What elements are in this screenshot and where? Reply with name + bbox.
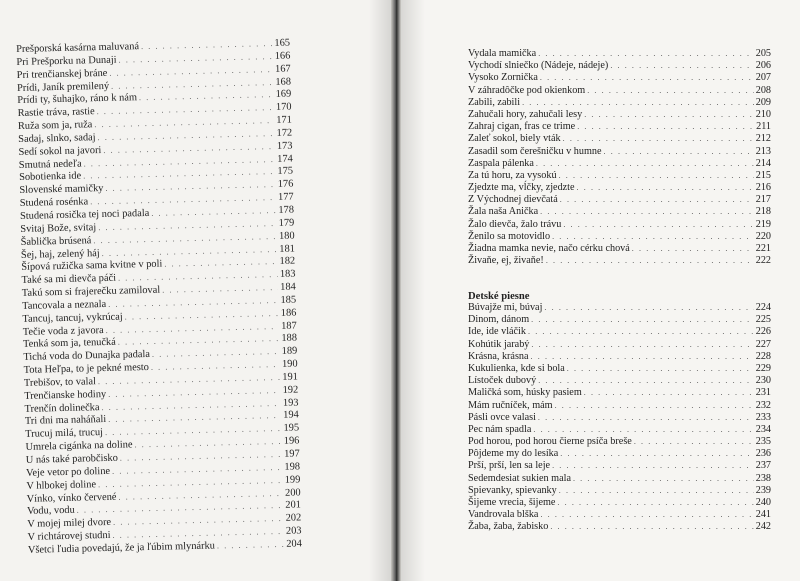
entry-page-number: 173 bbox=[276, 140, 293, 152]
entry-title: Šablička brúsená bbox=[20, 234, 92, 248]
dot-leader bbox=[555, 400, 754, 412]
entry-title: Tota Heľpa, to je pekné mesto bbox=[23, 362, 150, 377]
entry-page-number: 221 bbox=[755, 243, 771, 254]
entry-title: Za tú horu, za vysokú bbox=[468, 169, 557, 181]
toc-entry bbox=[468, 85, 771, 97]
dot-leader bbox=[632, 243, 754, 255]
entry-page-number: 222 bbox=[755, 255, 771, 267]
entry-title: Živaňe, ej, živaňe! bbox=[468, 255, 544, 267]
entry-title: V mojej milej dvore bbox=[27, 517, 112, 531]
entry-page-number: 190 bbox=[281, 358, 298, 370]
dot-leader bbox=[577, 121, 754, 133]
dot-leader bbox=[573, 473, 754, 485]
toc-entry bbox=[468, 363, 771, 375]
entry-page-number: 220 bbox=[755, 230, 771, 242]
entry-title: Pri Prešporku na Dunaji bbox=[16, 54, 117, 68]
entry-title: Zaleť sokol, biely vták bbox=[468, 133, 561, 145]
entry-page-number: 200 bbox=[284, 486, 301, 499]
entry-page-number: 199 bbox=[284, 474, 301, 486]
entry-title: Trenčianske hodiny bbox=[24, 388, 107, 402]
entry-page-number: 167 bbox=[274, 63, 291, 75]
toc-entry bbox=[468, 375, 771, 387]
dot-leader bbox=[567, 363, 754, 375]
entry-page-number: 170 bbox=[275, 101, 292, 114]
entry-title: Pôjdeme my do lesíka bbox=[468, 448, 559, 460]
entry-page-number: 236 bbox=[755, 448, 771, 460]
left-page-spine-shadow bbox=[369, 0, 391, 581]
entry-title: V záhradôčke pod okienkom bbox=[468, 84, 586, 96]
entry-page-number: 192 bbox=[282, 384, 299, 396]
entry-page-number: 207 bbox=[755, 72, 771, 84]
entry-title: Ide, ide vláčik bbox=[468, 326, 526, 338]
entry-title: Umrela cigánka na doline bbox=[25, 439, 133, 454]
dot-leader bbox=[584, 387, 754, 399]
entry-page-number: 191 bbox=[282, 371, 299, 383]
entry-page-number: 218 bbox=[755, 206, 771, 218]
entry-title: Zasadil som čerešničku v humne bbox=[468, 145, 602, 157]
entry-title: Žala naša Anička bbox=[468, 206, 539, 218]
dot-leader bbox=[538, 48, 754, 60]
entry-page-number: 183 bbox=[279, 268, 296, 281]
entry-title: Smutná nedeľa bbox=[18, 158, 82, 171]
entry-title: Z Východnej dievčatá bbox=[468, 194, 558, 206]
entry-page-number: 203 bbox=[285, 525, 302, 537]
entry-page-number: 235 bbox=[755, 436, 771, 448]
dot-leader bbox=[538, 375, 754, 387]
entry-title: Krásna, krásna bbox=[468, 350, 529, 362]
toc-entry bbox=[468, 497, 771, 509]
entry-page-number: 225 bbox=[755, 314, 771, 326]
entry-page-number: 175 bbox=[277, 165, 294, 178]
entry-page-number: 210 bbox=[755, 108, 771, 120]
entry-title: Zabili, zabili bbox=[468, 96, 521, 108]
dot-leader bbox=[217, 539, 285, 553]
toc-entry bbox=[468, 448, 771, 460]
entry-title: Tri dni ma naháňali bbox=[24, 414, 107, 428]
entry-page-number: 176 bbox=[277, 178, 294, 191]
dot-leader bbox=[560, 448, 753, 460]
entry-page-number: 209 bbox=[755, 96, 771, 108]
entry-title: V richtárovej studni bbox=[27, 529, 111, 543]
entry-title: Zahučali hory, zahučali lesy bbox=[468, 108, 583, 120]
entry-page-number: 206 bbox=[755, 60, 771, 72]
entry-page-number: 231 bbox=[755, 387, 771, 399]
toc-entry bbox=[468, 206, 771, 218]
right-page bbox=[401, 0, 800, 581]
entry-title: Kohútik jarabý bbox=[468, 338, 530, 350]
entry-page-number: 198 bbox=[284, 461, 301, 473]
right-toc-list bbox=[468, 48, 771, 267]
toc-entry bbox=[468, 485, 771, 497]
entry-title: Ženilo sa motovidlo bbox=[468, 230, 551, 242]
toc-entry bbox=[468, 97, 771, 109]
dot-leader bbox=[533, 424, 753, 436]
toc-entry bbox=[468, 314, 771, 326]
entry-title: Žaba, žaba, žabisko bbox=[468, 521, 549, 533]
entry-title: Zahraj cigan, fras ce trime bbox=[468, 121, 576, 133]
dot-leader bbox=[552, 231, 754, 243]
entry-page-number: 179 bbox=[278, 217, 295, 229]
dot-leader bbox=[559, 485, 754, 497]
dot-leader bbox=[540, 72, 754, 84]
entry-title: Zaspala pálenka bbox=[468, 157, 534, 169]
entry-page-number: 166 bbox=[274, 50, 291, 62]
entry-page-number: 201 bbox=[285, 499, 302, 512]
toc-entry bbox=[468, 109, 771, 121]
entry-page-number: 194 bbox=[283, 409, 299, 422]
entry-title: U nás také parobčisko bbox=[25, 452, 118, 466]
dot-leader bbox=[538, 412, 754, 424]
entry-page-number: 237 bbox=[755, 460, 771, 472]
entry-page-number: 181 bbox=[279, 242, 296, 255]
toc-entry bbox=[468, 146, 771, 158]
entry-title: Šípová ružička sama kvitne v poli bbox=[21, 258, 163, 274]
toc-entry bbox=[468, 460, 771, 472]
entry-title: Studená rosénka bbox=[19, 196, 89, 210]
dot-leader bbox=[540, 206, 754, 218]
entry-title: Sobotienka ide bbox=[19, 170, 82, 184]
entry-title: Kukulienka, kde si bola bbox=[468, 362, 565, 374]
entry-title: Tancovala a neznala bbox=[22, 298, 107, 312]
entry-title: Dinom, dánom bbox=[468, 314, 530, 326]
entry-title: Šijeme vrecia, šijeme bbox=[468, 497, 556, 508]
entry-page-number: 205 bbox=[755, 48, 771, 59]
entry-page-number: 232 bbox=[755, 399, 771, 411]
entry-page-number: 174 bbox=[277, 153, 293, 165]
entry-page-number: 227 bbox=[755, 338, 771, 350]
entry-title: Tancuj, tancuj, vykrúcaj bbox=[22, 311, 123, 325]
entry-page-number: 214 bbox=[755, 157, 771, 169]
dot-leader bbox=[531, 314, 754, 326]
entry-page-number: 204 bbox=[286, 538, 302, 550]
entry-title: Studená rosička tej noci padala bbox=[19, 207, 150, 222]
dot-leader bbox=[577, 182, 754, 194]
entry-page-number: 228 bbox=[755, 350, 771, 362]
entry-title: Vysoko Zornička bbox=[468, 72, 538, 84]
dot-leader bbox=[536, 158, 754, 170]
entry-page-number: 216 bbox=[755, 182, 771, 194]
entry-title: Trenčín dolinečka bbox=[24, 401, 100, 415]
left-page bbox=[0, 0, 391, 581]
entry-page-number: 240 bbox=[755, 497, 771, 508]
toc-entry bbox=[468, 133, 771, 145]
toc-entry bbox=[468, 436, 771, 448]
entry-page-number: 219 bbox=[755, 218, 771, 230]
entry-page-number: 178 bbox=[278, 204, 295, 216]
dot-leader bbox=[531, 339, 753, 351]
toc-entry bbox=[468, 400, 771, 412]
entry-title: Spievanky, spievanky bbox=[468, 484, 557, 496]
entry-page-number: 233 bbox=[755, 411, 771, 423]
entry-page-number: 241 bbox=[755, 509, 771, 521]
entry-page-number: 180 bbox=[278, 230, 295, 242]
entry-page-number: 195 bbox=[283, 422, 300, 435]
entry-page-number: 230 bbox=[755, 375, 771, 387]
toc-entry bbox=[468, 48, 771, 60]
entry-page-number: 217 bbox=[755, 194, 771, 206]
toc-entry bbox=[468, 412, 771, 424]
dot-leader bbox=[634, 436, 754, 448]
entry-title: Pod horou, pod horou čierne psíča breše bbox=[468, 436, 632, 448]
entry-title: Prší, prší, len sa leje bbox=[468, 460, 551, 472]
section-heading: Detské piesne bbox=[468, 291, 530, 302]
entry-page-number: 172 bbox=[276, 127, 293, 139]
entry-page-number: 212 bbox=[755, 133, 771, 145]
dot-leader bbox=[557, 497, 753, 509]
entry-page-number: 226 bbox=[755, 326, 771, 338]
entry-title: Také sa mi dievča páči bbox=[21, 272, 117, 287]
entry-title: Tichá voda do Dunajka padala bbox=[23, 349, 151, 364]
dot-leader bbox=[563, 133, 754, 145]
toc-entry bbox=[468, 158, 771, 170]
entry-title: Žiadna mamka nevie, načo cérku chová bbox=[468, 243, 630, 254]
dot-leader bbox=[587, 85, 754, 97]
entry-page-number: 184 bbox=[280, 281, 296, 293]
toc-entry bbox=[468, 194, 771, 206]
toc-entry bbox=[468, 387, 771, 399]
toc-entry bbox=[468, 72, 771, 84]
dot-leader bbox=[531, 351, 754, 363]
entry-page-number: 182 bbox=[279, 255, 296, 268]
entry-title: Slovenské mamičky bbox=[19, 183, 104, 197]
entry-page-number: 169 bbox=[275, 88, 292, 101]
toc-entry bbox=[468, 339, 771, 351]
toc-entry bbox=[468, 521, 771, 533]
entry-title: Trucuj milá, trucuj bbox=[25, 427, 104, 441]
entry-title: Svitaj Bože, svitaj bbox=[20, 221, 97, 235]
toc-entry bbox=[468, 170, 771, 182]
entry-page-number: 186 bbox=[280, 307, 297, 319]
entry-title: Šej, haj, zelený háj bbox=[20, 247, 100, 261]
entry-title: Vínko, vínko červené bbox=[26, 491, 117, 505]
entry-title: Vodu, vodu bbox=[26, 505, 75, 518]
dot-leader bbox=[550, 521, 753, 533]
entry-title: Trebišov, to valal bbox=[23, 376, 97, 389]
dot-leader bbox=[546, 255, 754, 267]
toc-entry bbox=[468, 302, 771, 314]
book-spine bbox=[391, 0, 401, 581]
dot-leader bbox=[540, 509, 753, 521]
entry-title: Pásli ovce valasi bbox=[468, 411, 536, 423]
entry-title: Prídi, Janík premilený bbox=[16, 80, 110, 94]
entry-title: Všetci ľudia povedajú, že ja ľúbim mlynárku bbox=[27, 540, 216, 556]
entry-page-number: 196 bbox=[283, 435, 300, 447]
entry-title: Mám ručníček, mám bbox=[468, 399, 553, 411]
toc-entry bbox=[468, 231, 771, 243]
toc-entry bbox=[468, 424, 771, 436]
entry-title: Vydala mamička bbox=[468, 48, 537, 59]
entry-title: Sadaj, slnko, sadaj bbox=[18, 132, 96, 145]
toc-entry bbox=[468, 60, 771, 72]
toc-entry bbox=[468, 243, 771, 255]
right-page-spine-shadow bbox=[401, 0, 425, 581]
entry-page-number: 208 bbox=[755, 84, 771, 96]
toc-entry bbox=[468, 509, 771, 521]
toc-entry bbox=[468, 121, 771, 133]
toc-entry bbox=[468, 351, 771, 363]
dot-leader bbox=[604, 146, 754, 158]
entry-page-number: 165 bbox=[274, 37, 291, 49]
entry-title: Maličká som, húsky pasiem bbox=[468, 387, 582, 399]
entry-page-number: 202 bbox=[285, 512, 302, 524]
entry-title: Zjedzte ma, vĺčky, zjedzte bbox=[468, 182, 575, 194]
entry-title: Ruža som ja, ruža bbox=[17, 119, 93, 133]
entry-title: Sedemdesiat sukien mala bbox=[468, 472, 571, 484]
entry-page-number: 211 bbox=[756, 121, 771, 133]
section-toc-list bbox=[468, 302, 771, 534]
entry-title: Sedí sokol na javori bbox=[18, 144, 102, 158]
entry-title: Prídi ty, šuhajko, ráno k nám bbox=[17, 92, 138, 107]
dot-leader bbox=[559, 170, 754, 182]
entry-page-number: 185 bbox=[280, 294, 297, 306]
entry-title: Žalo dievča, žalo trávu bbox=[468, 218, 562, 230]
entry-title: Tečie voda z javora bbox=[22, 324, 104, 338]
dot-leader bbox=[544, 302, 753, 314]
dot-leader bbox=[552, 460, 754, 472]
entry-page-number: 197 bbox=[284, 448, 300, 460]
entry-page-number: 177 bbox=[277, 191, 294, 203]
entry-title: Pri trenčianskej bráne bbox=[16, 67, 108, 81]
dot-leader bbox=[560, 194, 754, 206]
entry-page-number: 187 bbox=[280, 320, 297, 332]
toc-entry bbox=[468, 219, 771, 231]
dot-leader bbox=[584, 109, 754, 121]
dot-leader bbox=[528, 326, 754, 338]
toc-entry bbox=[468, 182, 771, 194]
entry-page-number: 213 bbox=[755, 145, 771, 157]
entry-title: Pec nám spadla bbox=[468, 423, 532, 435]
entry-title: Veje vetor po doline bbox=[25, 465, 111, 479]
dot-leader bbox=[522, 97, 754, 109]
entry-title: Tenká som ja, tenučká bbox=[22, 337, 116, 351]
entry-title: Búvajže mi, búvaj bbox=[468, 302, 543, 313]
left-toc-list bbox=[16, 38, 302, 558]
dot-leader bbox=[610, 60, 753, 72]
entry-title: Vychodí slniečko (Nádeje, nádeje) bbox=[468, 60, 609, 72]
entry-page-number: 229 bbox=[755, 362, 771, 374]
entry-title: V hlbokej doline bbox=[26, 478, 97, 492]
entry-page-number: 224 bbox=[755, 302, 771, 313]
entry-title: Prešporská kasárna maluvaná bbox=[16, 41, 140, 55]
entry-title: Rastie tráva, rastie bbox=[17, 106, 95, 120]
entry-title: Vandrovala blška bbox=[468, 509, 539, 521]
entry-page-number: 171 bbox=[276, 114, 292, 126]
entry-page-number: 189 bbox=[281, 345, 298, 358]
entry-page-number: 215 bbox=[755, 169, 771, 181]
entry-page-number: 168 bbox=[275, 76, 292, 88]
entry-page-number: 238 bbox=[755, 472, 771, 484]
entry-page-number: 242 bbox=[755, 521, 771, 533]
entry-title: Takú som si frajerečku zamiloval bbox=[21, 284, 161, 299]
toc-entry bbox=[468, 473, 771, 485]
entry-page-number: 188 bbox=[281, 332, 298, 345]
entry-page-number: 234 bbox=[755, 423, 771, 435]
dot-leader bbox=[563, 219, 753, 231]
entry-page-number: 193 bbox=[282, 397, 299, 409]
entry-title: Lístoček dubový bbox=[468, 375, 537, 387]
entry-page-number: 239 bbox=[755, 484, 771, 496]
toc-entry bbox=[468, 255, 771, 267]
toc-entry bbox=[468, 326, 771, 338]
